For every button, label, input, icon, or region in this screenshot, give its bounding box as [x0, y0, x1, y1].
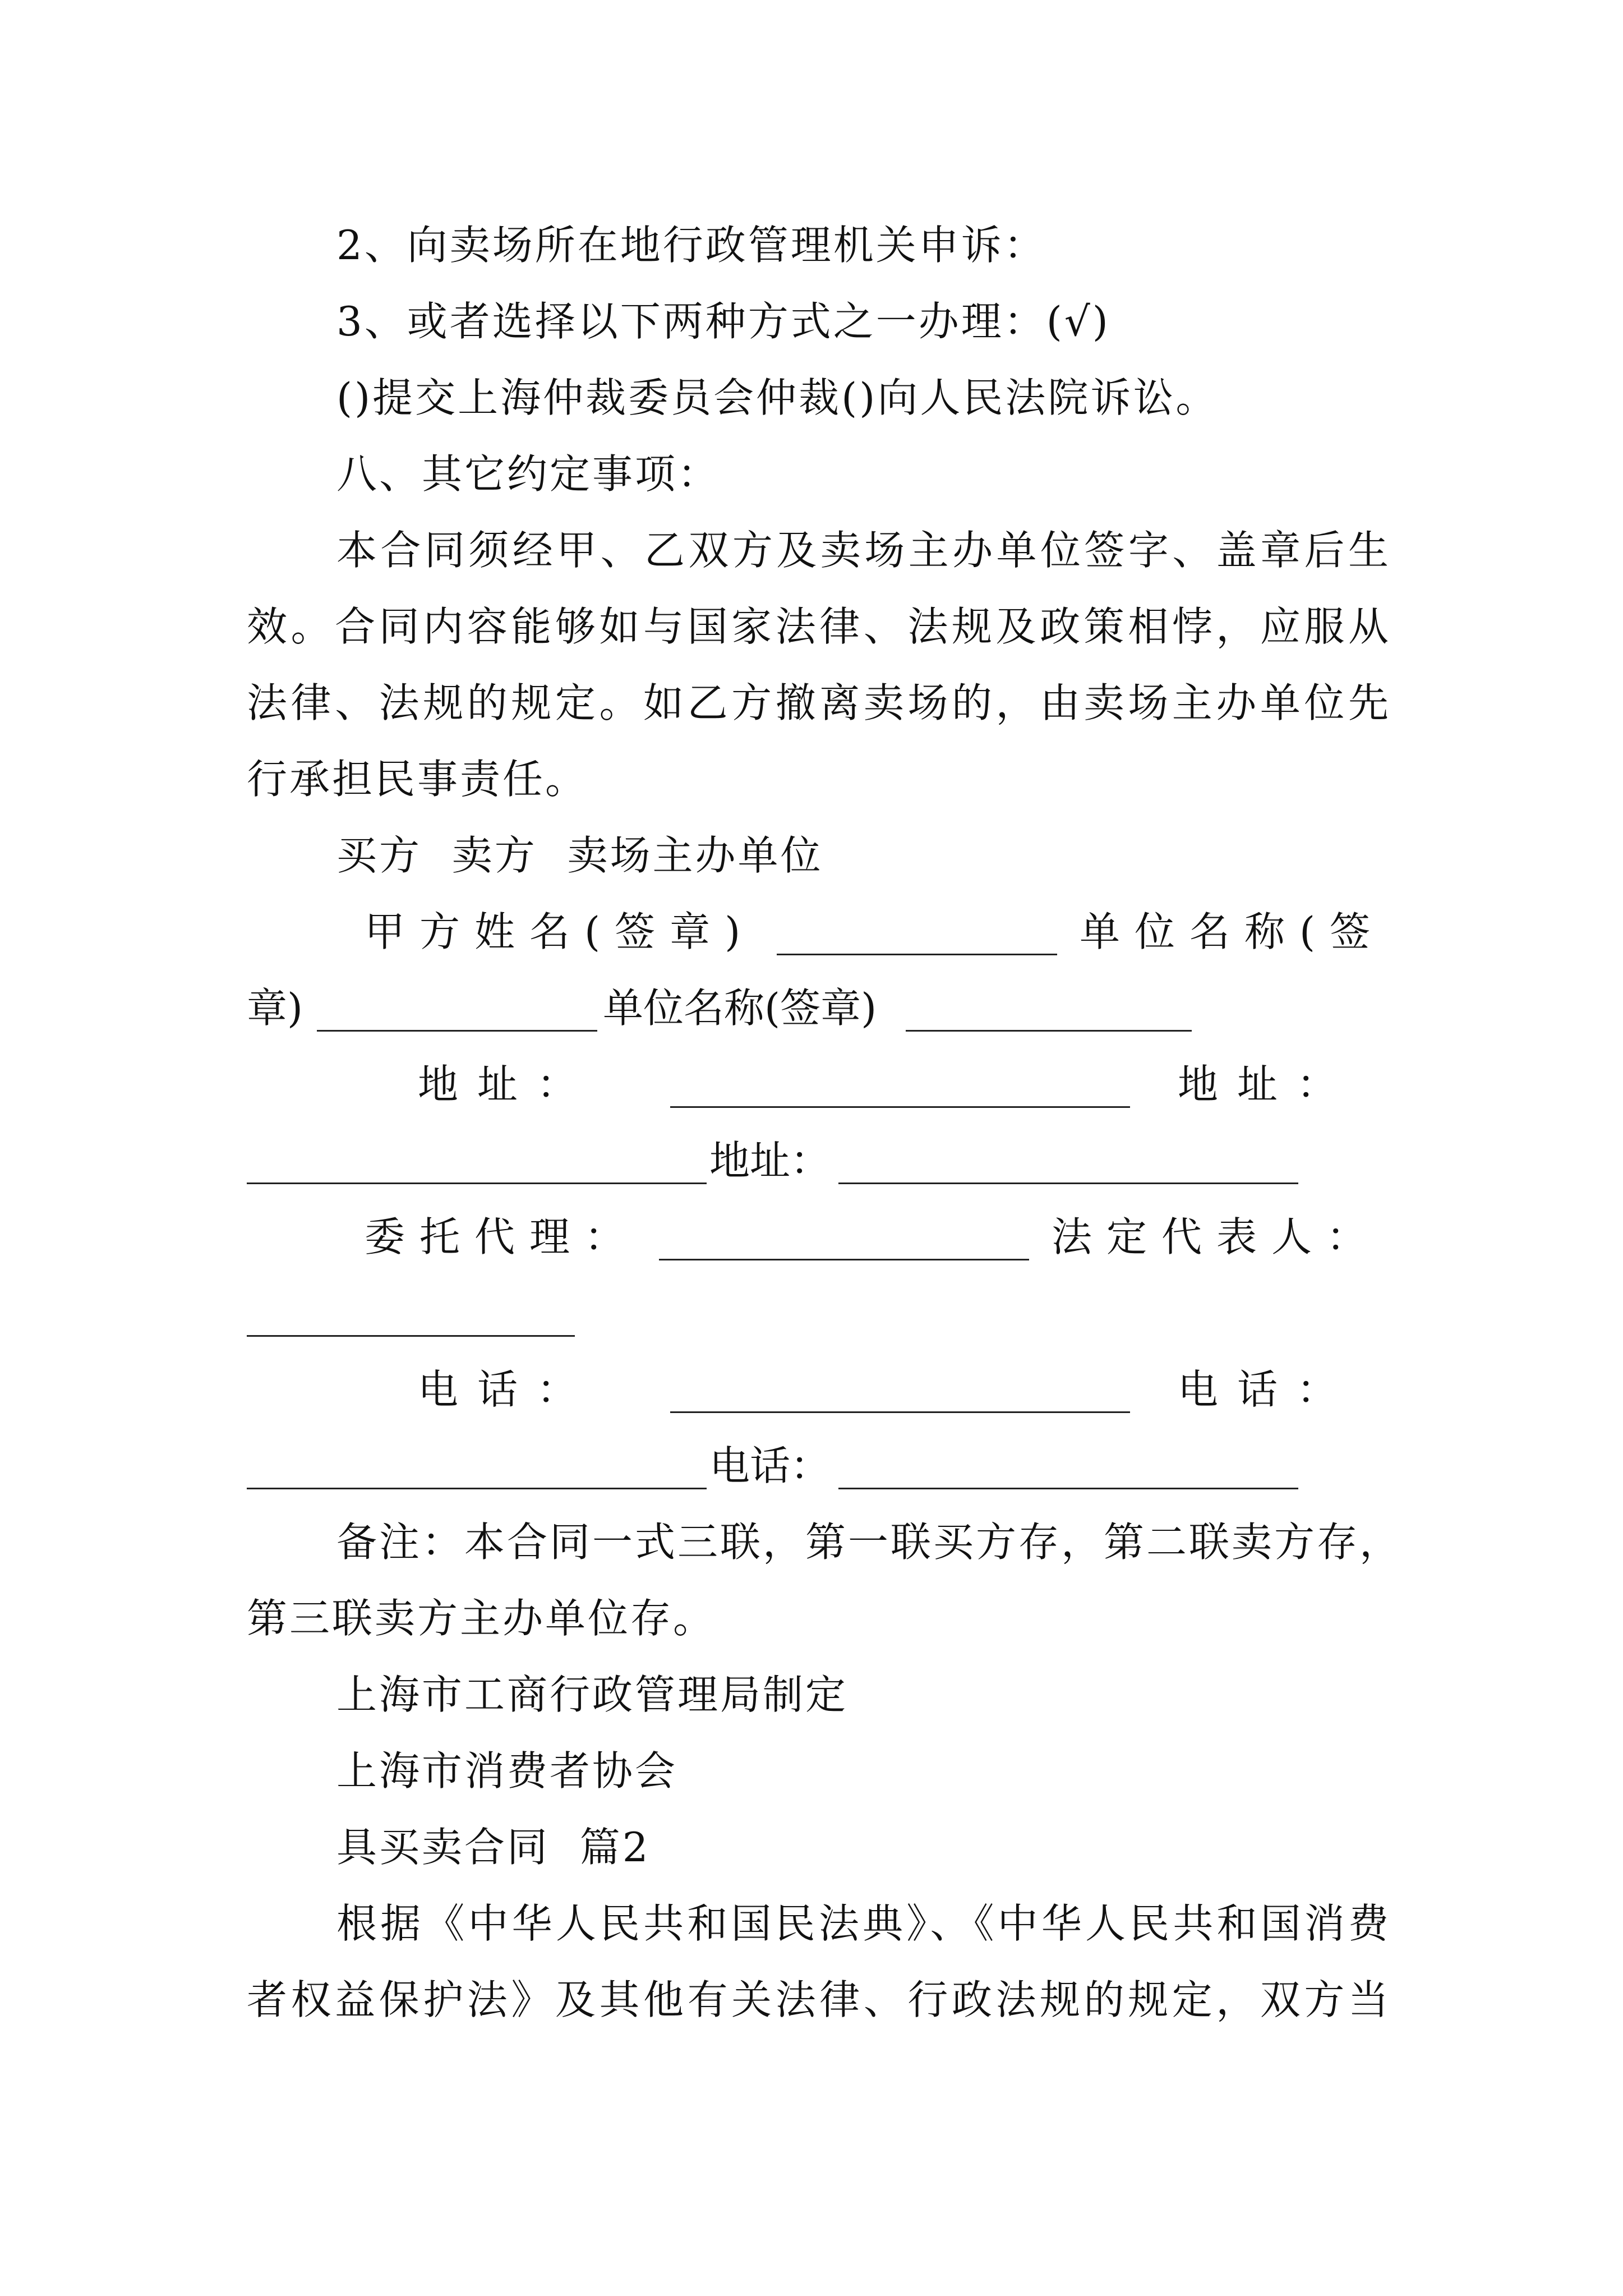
paragraph-appeal: 2、向卖场所在地行政管理机关申诉： [336, 222, 1046, 269]
note-line2: 第三联卖方主办单位存。 [247, 1595, 716, 1642]
seller-unit-label: 单位名称(签 [1080, 908, 1385, 955]
agent-label: 委托代理： [365, 1213, 640, 1260]
section-heading-other: 八、其它约定事项： [336, 450, 721, 498]
paragraph-choice: 3、或者选择以下两种方式之一办理：(√) [336, 298, 1110, 345]
issuer-bureau: 上海市工商行政管理局制定 [336, 1671, 849, 1718]
host-phone-blank[interactable] [838, 1488, 1298, 1489]
issuer-association: 上海市消费者协会 [336, 1747, 678, 1795]
seller-unit-blank[interactable] [317, 1030, 597, 1032]
host-unit-blank[interactable] [906, 1030, 1192, 1032]
paragraph-arbitration: ()提交上海仲裁委员会仲裁()向人民法院诉讼。 [336, 374, 1219, 421]
parties-row: 买方 卖方 卖场主办单位 [336, 832, 823, 879]
seller-phone-label: 电话： [1178, 1366, 1357, 1413]
intro-line1: 根据《中华人民共和国民法典》、《中华人民共和国消费 [336, 1900, 1391, 1947]
host-address-blank[interactable] [838, 1182, 1298, 1184]
paragraph-effect-line2: 效。合同内容能够如与国家法律、法规及政策相悖，应服从 [247, 603, 1391, 650]
buyer-address-blank[interactable] [670, 1106, 1130, 1108]
party-a-name-blank[interactable] [777, 954, 1057, 955]
buyer-phone-label: 电话： [418, 1366, 597, 1413]
paragraph-effect-line3: 法律、法规的规定。如乙方撤离卖场的，由卖场主办单位先 [247, 679, 1391, 726]
host-address-label: 地址： [709, 1137, 831, 1184]
seller-address-blank[interactable] [247, 1182, 707, 1184]
host-unit-label: 单位名称(签章) [603, 984, 877, 1032]
intro-line2: 者权益保护法》及其他有关法律、行政法规的规定，双方当 [247, 1976, 1391, 2023]
host-phone-label: 电话： [709, 1442, 831, 1489]
agent-blank[interactable] [659, 1259, 1029, 1260]
seller-address-label: 地址： [1178, 1061, 1357, 1108]
paragraph-effect-line4: 行承担民事责任。 [247, 756, 588, 803]
party-a-name-label: 甲方姓名(签章) [365, 908, 755, 955]
legal-rep-label: 法定代表人： [1052, 1213, 1382, 1260]
paragraph-effect-line1: 本合同须经甲、乙双方及卖场主办单位签字、盖章后生 [336, 527, 1391, 574]
section-title: 具买卖合同 篇2 [336, 1824, 651, 1871]
note-line1: 备注：本合同一式三联，第一联买方存，第二联卖方存， [336, 1519, 1403, 1566]
buyer-phone-blank[interactable] [670, 1411, 1130, 1413]
legal-rep-blank[interactable] [247, 1335, 575, 1337]
buyer-address-label: 地址： [418, 1061, 597, 1108]
seller-phone-blank[interactable] [247, 1488, 707, 1489]
seller-unit-label-cont: 章) [247, 984, 303, 1032]
